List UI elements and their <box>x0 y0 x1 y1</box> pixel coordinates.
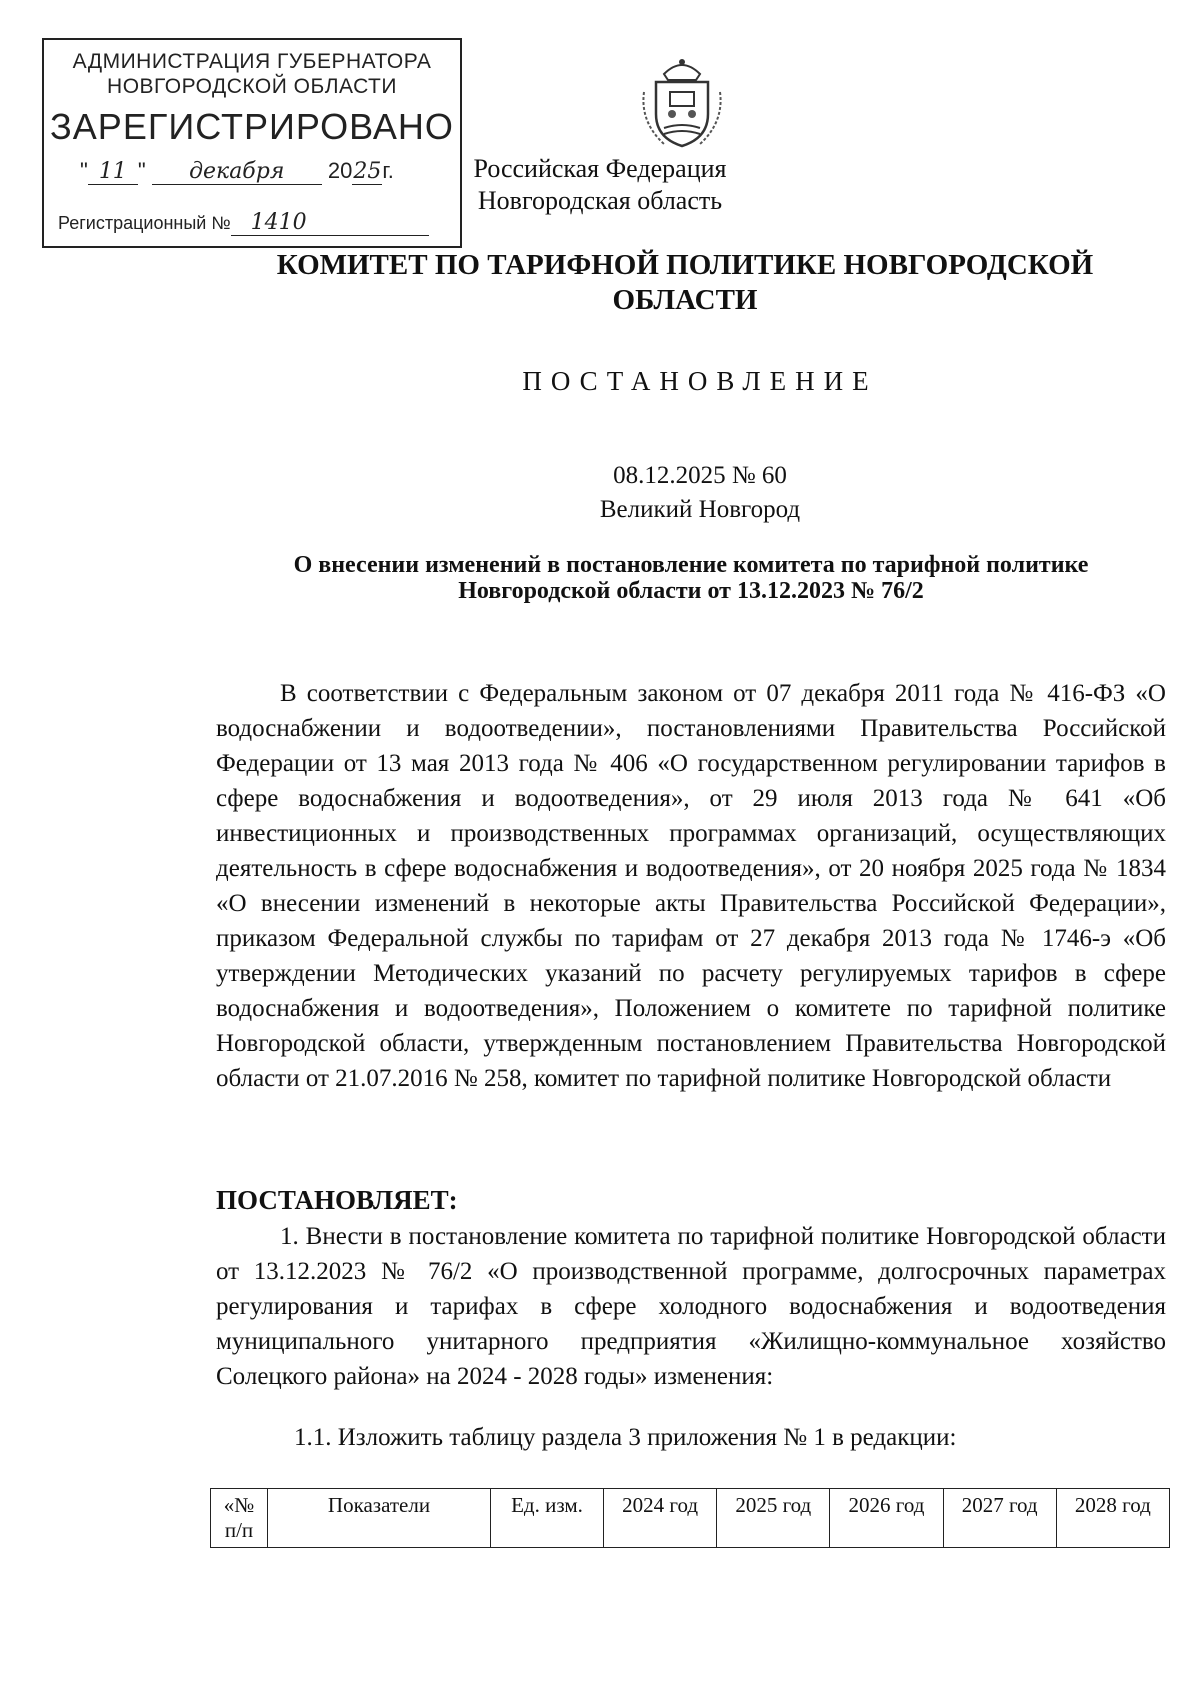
stamp-year-letter: г. <box>382 158 394 183</box>
stamp-line-1: АДМИНИСТРАЦИЯ ГУБЕРНАТОРА <box>72 50 432 73</box>
document-number: 08.12.2025 № 60 <box>613 462 787 489</box>
document-subject: О внесении изменений в постановление комитета по тарифной политике Новгородской области от 13.12.2023 № 76/2 <box>293 552 1089 605</box>
table-header-cell: Показатели <box>268 1489 491 1548</box>
document-type: ПОСТАНОВЛЕНИЕ <box>522 366 878 396</box>
table-header-cell: 2026 год <box>830 1489 943 1548</box>
region-name: Новгородская область <box>477 186 723 215</box>
table-header-row <box>211 1489 1170 1548</box>
indicators-table <box>210 1488 1170 1548</box>
country-name: Российская Федерация <box>473 154 727 183</box>
preamble-paragraph: В соответствии с Федеральным законом от 07 декабря 2011 года № 416-ФЗ «О водоснабжении и водоотведении», постановлениями Правительства Российской Федерации от 13 мая 2013 года № 406 «О государственном регулировании тарифов в сфере водоснабжения и водоотведения», от 29 июля 2013 года № 641 «Об инвестиционных и производственных программах организаций, осуществляющих деятельность в сфере водоснабжения и водоотведения», от 20 ноября 2025 года № 1834 «О внесении изменений в некоторые акты Правительства Российской Федерации», приказом Федеральной службы по тарифам от 27 декабря 2013 года № 1746-э «Об утверждении Методических указаний по расчету регулируемых тарифов в сфере водоснабжения и водоотведения», Положением о комитете по тарифной политике Новгородской области, утвержденным постановлением Правительства Новгородской области от 21.07.2016 № 258, комитет по тарифной политике Новгородской области <box>216 680 1166 1092</box>
table-header-cell: «№ п/п <box>211 1489 268 1548</box>
document-city: Великий Новгород <box>599 496 801 523</box>
stamp-registered: ЗАРЕГИСТРИРОВАНО <box>50 106 454 147</box>
stamp-day: 11 <box>88 159 138 185</box>
stamp-year-suffix: 25 <box>353 159 382 184</box>
clause-1-1: 1.1. Изложить таблицу раздела 3 приложения № 1 в редакции: <box>294 1424 957 1451</box>
stamp-reg-number: 1410 <box>231 210 429 236</box>
committee-title: КОМИТЕТ ПО ТАРИФНОЙ ПОЛИТИКЕ НОВГОРОДСКОЙ ОБЛАСТИ <box>276 249 1094 316</box>
decree-heading: ПОСТАНОВЛЯЕТ: <box>216 1185 458 1215</box>
stamp-line-2: НОВГОРОДСКОЙ ОБЛАСТИ <box>107 75 397 98</box>
stamp-month: декабря <box>152 159 322 185</box>
stamp-reg-label: Регистрационный № <box>58 213 231 233</box>
stamp-year-prefix: 20 <box>327 158 353 183</box>
table-header-cell: 2024 год <box>604 1489 717 1548</box>
stamp-date: " 11 " декабря 2025г. <box>80 158 394 184</box>
clause-1: 1. Внести в постановление комитета по тарифной политике Новгородской области от 13.12.2023 № 76/2 «О производственной программе, долгосрочных параметрах регулирования и тарифах в сфере холодного водоснабжения и водоотведения муниципального унитарного предприятия «Жилищно-коммунальное хозяйство Солецкого района» на 2024 - 2028 годы» изменения: <box>216 1223 1166 1390</box>
table-header-cell: 2027 год <box>943 1489 1056 1548</box>
novgorod-coat-of-arms-icon <box>634 52 730 152</box>
table-header-cell: Ед. изм. <box>491 1489 604 1548</box>
registration-stamp <box>42 38 462 248</box>
table-header-cell: 2025 год <box>717 1489 830 1548</box>
table-header-cell: 2028 год <box>1056 1489 1169 1548</box>
